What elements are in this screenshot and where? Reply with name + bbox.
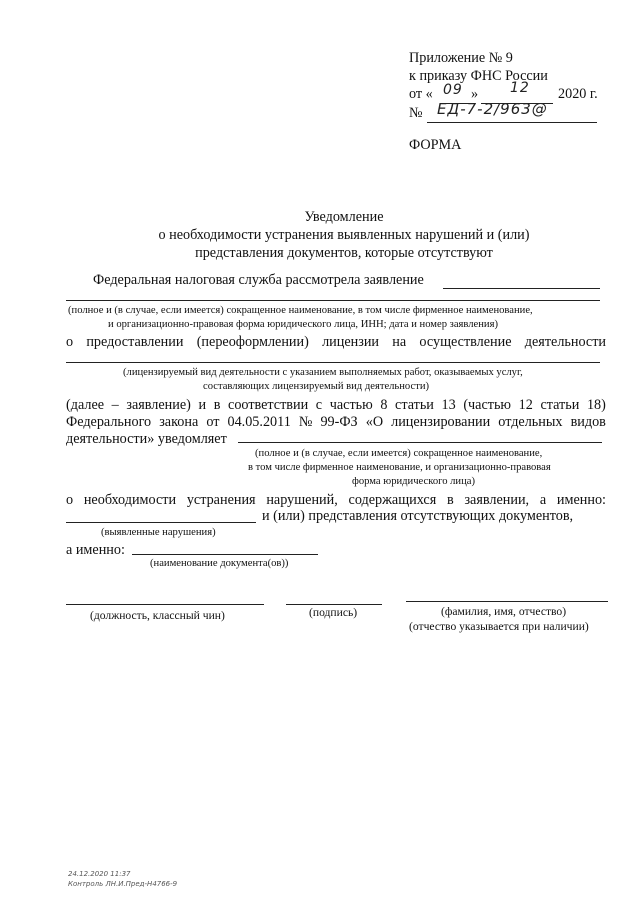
law-line2-word: видов (570, 414, 606, 430)
documents-caption: (наименование документа(ов)) (150, 558, 289, 569)
law-line2-word: № (298, 414, 313, 430)
law-line2-word: от (206, 414, 220, 430)
law-line1-word: статьи (395, 397, 434, 413)
law-line1-word: 12 (518, 397, 533, 413)
activity-field[interactable] (66, 362, 600, 363)
appendix-label: Приложение № 9 (409, 50, 513, 66)
position-caption: (должность, классный чин) (90, 609, 225, 622)
violations-line-word: заявлении, (464, 492, 530, 508)
activity-caption-2: составляющих лицензируемый вид деятельности) (203, 381, 430, 392)
license-line (66, 334, 606, 351)
license-line-word: лицензии (322, 334, 380, 350)
violations-line-word: устранения (186, 492, 256, 508)
law-line1-word: частью (329, 397, 373, 413)
documents-field[interactable] (132, 554, 318, 555)
violations-line-word: необходимости (83, 492, 177, 508)
license-line-word: о (66, 334, 74, 350)
applicant-caption-1: (полное и (в случае, если имеется) сокращенное наименование, в том числе фирменное наименование, (68, 305, 533, 316)
applicant-caption-2: и организационно-правовая форма юридического лица, ИНН; дата и номер заявления) (108, 319, 498, 330)
violations-caption: (выявленные нарушения) (101, 527, 216, 538)
violations-line-word: содержащихся (348, 492, 437, 508)
entity-caption-1: (полное и (в случае, если имеется) сокращенное наименование, (255, 448, 543, 459)
law-reference-line1 (66, 397, 606, 414)
applicant-field[interactable] (66, 300, 600, 301)
law-line2-word: закона (159, 414, 199, 430)
order-number-handwritten: ЕД-7-2/963@ (437, 100, 548, 118)
namely-label: а именно: (66, 542, 125, 558)
violations-line-word: именно: (556, 492, 606, 508)
violations-line-word: а (539, 492, 547, 508)
law-line1-word: с (315, 397, 323, 413)
form-label: ФОРМА (409, 137, 462, 153)
law-line1-word: и (198, 397, 207, 413)
order-date-mid: » (471, 86, 479, 102)
order-date-prefix: от « (409, 86, 433, 102)
law-line1-word: статьи (540, 397, 580, 413)
license-line-word: осуществление (419, 334, 512, 350)
law-reference-line3: деятельности» уведомляет (66, 431, 227, 447)
license-line-word: (переоформлении) (196, 334, 309, 350)
law-line2-word: лицензировании (391, 414, 491, 430)
order-number-underline (427, 122, 597, 123)
law-line2-word: отдельных (498, 414, 563, 430)
footer-timestamp: 24.12.2020 11:37 (68, 870, 131, 878)
violations-line (66, 492, 606, 509)
entity-caption-3: форма юридического лица) (352, 476, 476, 487)
application-field[interactable] (443, 288, 600, 289)
law-line1-word: (далее (66, 397, 105, 413)
violations-line-word: в (447, 492, 454, 508)
document-subtitle-line2: представления документов, которые отсутствуют (195, 245, 493, 261)
signature-field[interactable] (286, 604, 382, 605)
fullname-caption: (фамилия, имя, отчество) (441, 605, 567, 618)
law-line1-word: – (111, 397, 119, 413)
entity-caption-2: в том числе фирменное наименование, и организационно-правовая (248, 462, 551, 473)
law-line1-word: соответствии (228, 397, 309, 413)
law-reference-line2 (66, 414, 606, 431)
fullname-field[interactable] (406, 601, 608, 602)
order-number-prefix: № (409, 105, 423, 121)
activity-caption-1: (лицензируемый вид деятельности с указанием выполняемых работ, оказываемых услуг, (123, 367, 523, 378)
law-line1-word: 13 (441, 397, 456, 413)
patronymic-note: (отчество указывается при наличии) (409, 620, 589, 633)
signature-caption: (подпись) (309, 606, 358, 619)
order-label: к приказу ФНС России (409, 68, 548, 84)
violations-field[interactable] (66, 522, 256, 523)
license-line-word: на (392, 334, 407, 350)
position-field[interactable] (66, 604, 264, 605)
violations-line-word: нарушений, (266, 492, 338, 508)
entity-field[interactable] (238, 442, 602, 443)
law-line1-word: 18) (586, 397, 606, 413)
order-date-year: 2020 г. (558, 86, 598, 102)
license-line-word: предоставлении (86, 334, 184, 350)
document-title: Уведомление (304, 209, 384, 225)
law-line1-word: (частью (463, 397, 512, 413)
license-line-word: деятельности (524, 334, 606, 350)
law-line1-word: заявление) (126, 397, 191, 413)
law-line2-word: Федерального (66, 414, 152, 430)
date-month-handwritten: 12 (510, 80, 530, 96)
law-line1-word: 8 (380, 397, 388, 413)
intro-text: Федеральная налоговая служба рассмотрела заявление (93, 272, 424, 288)
law-line2-word: 04.05.2011 (227, 414, 291, 430)
law-line2-word: «О (365, 414, 384, 430)
documents-text: и (или) представления отсутствующих документов, (262, 508, 574, 524)
law-line1-word: в (213, 397, 221, 413)
document-subtitle-line1: о необходимости устранения выявленных нарушений и (или) (158, 227, 530, 243)
footer-control: Контроль ЛН.И.Пред-Н4766-9 (68, 880, 178, 888)
law-line2-word: 99-ФЗ (320, 414, 358, 430)
violations-line-word: о (66, 492, 74, 508)
date-day-handwritten: 09 (443, 82, 463, 98)
